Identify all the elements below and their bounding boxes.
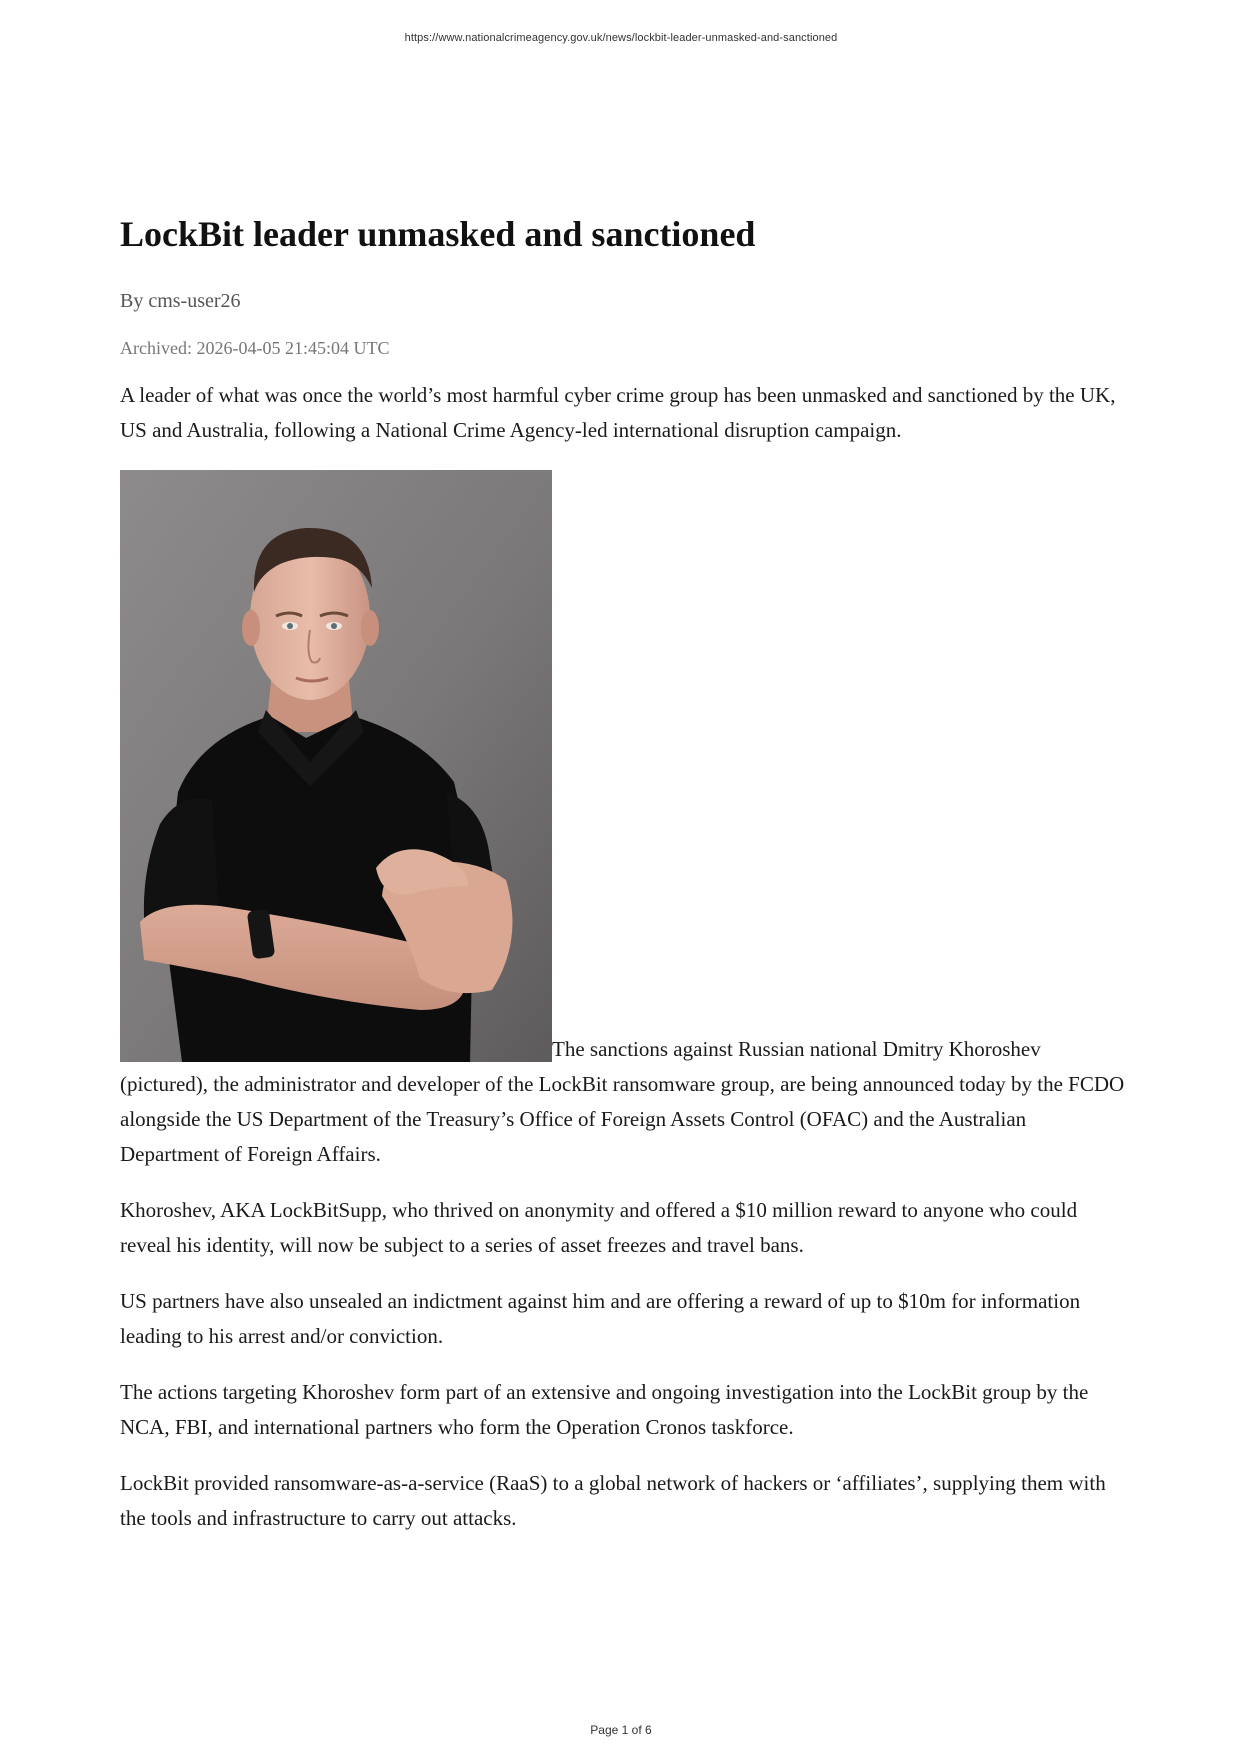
page-number: Page 1 of 6: [590, 1723, 652, 1737]
paragraph-lockbitsupp: Khoroshev, AKA LockBitSupp, who thrived on anonymity and offered a $10 million reward to anyone who could reveal his identity, will now be subject to a series of asset freezes and travel bans.: [120, 1198, 1078, 1257]
paragraph-operation-cronos: The actions targeting Khoroshev form part of an extensive and ongoing investigation into the LockBit group by the NCA, FBI, and international partners who form the Operation Cronos taskforce.: [120, 1380, 1089, 1439]
print-header-url: https://www.nationalcrimeagency.gov.uk/news/lockbit-leader-unmasked-and-sanctioned: [404, 32, 838, 44]
article-byline: By cms-user26: [120, 290, 241, 312]
paragraph-indictment: US partners have also unsealed an indictment against him and are offering a reward of up to $10m for information leading to his arrest and/or conviction.: [120, 1289, 1081, 1348]
photo-paragraph-text: The sanctions against Russian national Dmitry Khoroshev (pictured), the administrator and developer of the LockBit ransomware group, are being announced today by the FCDO alongside the US Department of the Treasury’s Office of Foreign Assets Control (OFAC) and the Australian Department of Foreign Affairs.: [120, 1037, 1125, 1166]
article: [120, 212, 1130, 1536]
portrait-photo: [120, 470, 552, 1062]
photo-paragraph: [120, 470, 1130, 1172]
lead-paragraph: A leader of what was once the world’s most harmful cyber crime group has been unmasked and sanctioned by the UK, US and Australia, following a National Crime Agency-led international disruption campaign.: [120, 383, 1116, 442]
article-title: LockBit leader unmasked and sanctioned: [120, 214, 756, 254]
archived-timestamp: Archived: 2026-04-05 21:45:04 UTC: [120, 338, 390, 358]
paragraph-raas: LockBit provided ransomware-as-a-service (RaaS) to a global network of hackers or ‘affiliates’, supplying them with the tools and infrastructure to carry out attacks.: [120, 1471, 1106, 1530]
